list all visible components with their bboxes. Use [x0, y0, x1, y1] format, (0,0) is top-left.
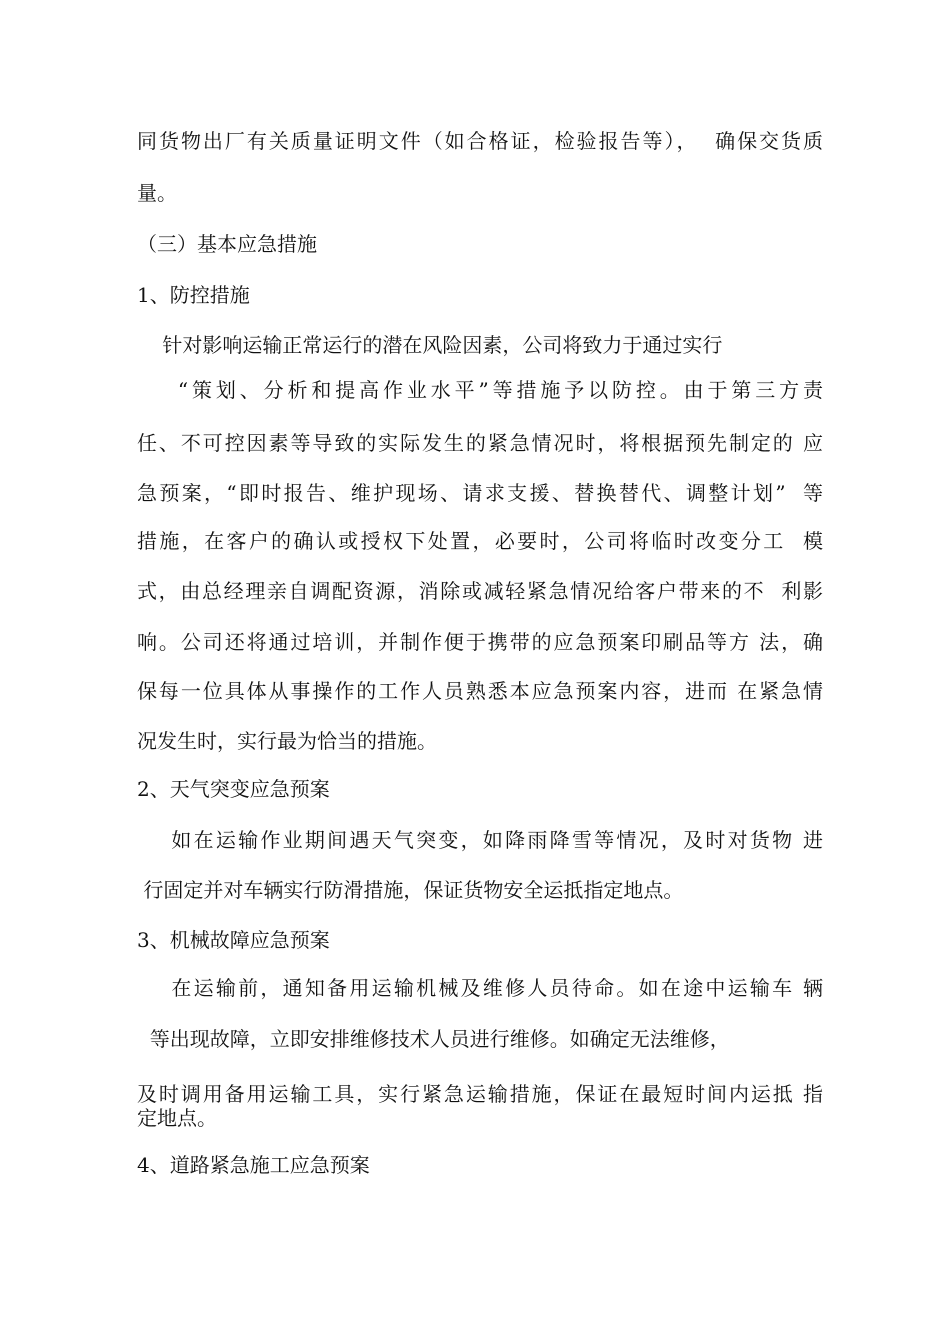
- subsection-heading: 2、天气突变应急预案: [137, 777, 330, 801]
- paragraph-line: 同货物出厂有关质量证明文件（如合格证，检验报告等）， 确保交货质: [137, 129, 823, 153]
- subsection-heading: 4、道路紧急施工应急预案: [137, 1153, 370, 1177]
- paragraph-line: 在运输前，通知备用运输机械及维修人员待命。如在途中运输车 辆: [137, 976, 823, 1000]
- paragraph-line: 及时调用备用运输工具，实行紧急运输措施，保证在最短时间内运抵 指: [137, 1082, 823, 1106]
- paragraph-line: 量。: [137, 181, 177, 205]
- paragraph-line: 保每一位具体从事操作的工作人员熟悉本应急预案内容，进而 在紧急情: [137, 679, 823, 703]
- paragraph-line: 急预案，“即时报告、维护现场、请求支援、替换替代、调整计划” 等: [137, 481, 823, 505]
- subsection-heading: 3、机械故障应急预案: [137, 928, 330, 952]
- paragraph-line: 如在运输作业期间遇天气突变，如降雨降雪等情况，及时对货物 进: [137, 828, 823, 852]
- paragraph-line: 任、不可控因素等导致的实际发生的紧急情况时，将根据预先制定的 应: [137, 431, 823, 455]
- section-heading: （三）基本应急措施: [137, 232, 317, 256]
- paragraph-line: 行固定并对车辆实行防滑措施，保证货物安全运抵指定地点。: [137, 878, 684, 902]
- paragraph-line: 定地点。: [137, 1106, 217, 1130]
- subsection-heading: 1、防控措施: [137, 283, 250, 307]
- paragraph-line: 措施，在客户的确认或授权下处置，必要时，公司将临时改变分工 模: [137, 529, 823, 553]
- paragraph-line: 等出现故障，立即安排维修技术人员进行维修。如确定无法维修，: [137, 1027, 730, 1051]
- paragraph-line: 响。公司还将通过培训，并制作便于携带的应急预案印刷品等方 法，确: [137, 630, 823, 654]
- paragraph-line: 针对影响运输正常运行的潜在风险因素，公司将致力于通过实行: [137, 333, 723, 357]
- paragraph-line: 式，由总经理亲自调配资源，消除或减轻紧急情况给客户带来的不 利影: [137, 579, 823, 603]
- paragraph-line: 况发生时，实行最为恰当的措施。: [137, 729, 437, 753]
- paragraph-line: “策划、分析和提高作业水平”等措施予以防控。由于第三方责: [137, 378, 823, 402]
